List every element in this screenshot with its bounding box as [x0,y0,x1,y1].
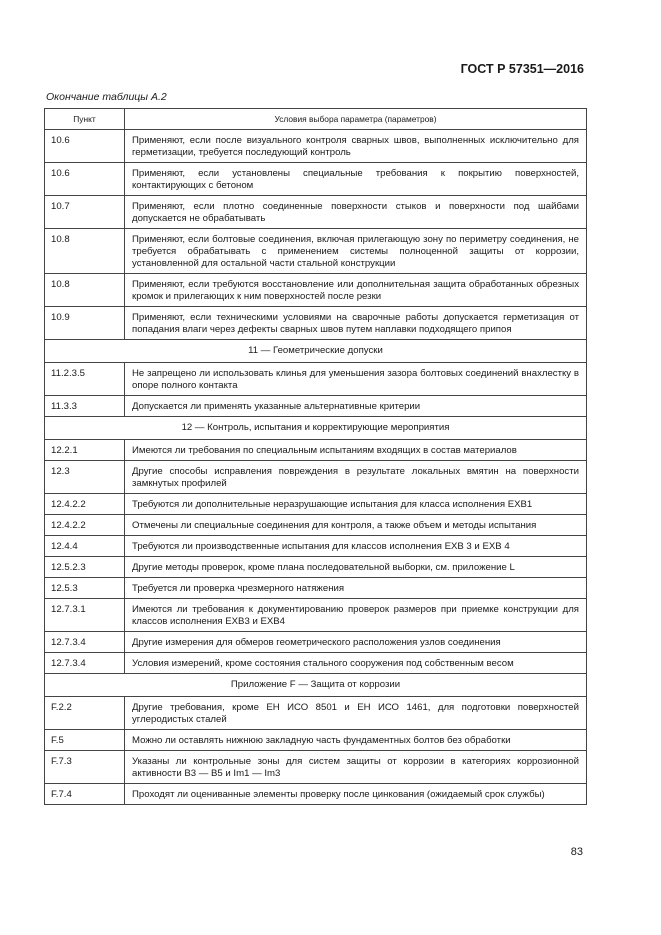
table-row [45,632,587,653]
clause-number: 12.4.2.2 [45,494,125,515]
table-row [45,461,587,494]
condition-text: Применяют, если после визуального контроля сварных швов, выполненных исключительно для герметизации, требуется последующий контроль [125,130,587,163]
clause-number: 10.6 [45,163,125,196]
condition-text: Отмечены ли специальные соединения для контроля, а также объем и методы испытания [125,515,587,536]
condition-text: Другие измерения для обмеров геометрического расположения узлов соединения [125,632,587,653]
clause-number: F.5 [45,730,125,751]
table-row [45,229,587,274]
condition-text: Имеются ли требования по специальным испытаниям входящих в состав материалов [125,440,587,461]
table-row [45,599,587,632]
table-row [45,440,587,461]
clause-number: 12.3 [45,461,125,494]
table-row [45,536,587,557]
condition-text: Применяют, если требуются восстановление или дополнительная защита обработанных обрезных кромок и прилегающих к ним поверхностей после резки [125,274,587,307]
section-row [45,417,587,440]
condition-text: Другие требования, кроме ЕН ИСО 8501 и ЕН ИСО 1461, для подготовки поверхностей углеродистых сталей [125,697,587,730]
clause-number: 12.7.3.4 [45,653,125,674]
column-header-conditions: Условия выбора параметра (параметров) [125,109,587,130]
table-header-row [45,109,587,130]
section-title: 12 — Контроль, испытания и корректирующие мероприятия [45,417,587,440]
table-row [45,730,587,751]
table-row [45,130,587,163]
clause-number: F.7.4 [45,784,125,805]
clause-number: 10.9 [45,307,125,340]
clause-number: 12.4.4 [45,536,125,557]
clause-number: F.7.3 [45,751,125,784]
condition-text: Имеются ли требования к документированию проверок размеров при приемке конструкции для классов исполнения ЕХВ3 и ЕХВ4 [125,599,587,632]
table-row [45,396,587,417]
condition-text: Допускается ли применять указанные альтернативные критерии [125,396,587,417]
clause-number: 10.6 [45,130,125,163]
table-row [45,697,587,730]
condition-text: Не запрещено ли использовать клинья для уменьшения зазора болтовых соединений внахлестку в опоре полного контакта [125,363,587,396]
condition-text: Применяют, если установлены специальные требования к покрытию поверхностей, контактирующих с бетоном [125,163,587,196]
clause-number: 11.3.3 [45,396,125,417]
section-title: 11 — Геометрические допуски [45,340,587,363]
column-header-punkt: Пункт [45,109,125,130]
condition-text: Применяют, если плотно соединенные поверхности стыков и поверхности под шайбами допускается не обрабатывать [125,196,587,229]
table-row [45,784,587,805]
clause-number: 12.2.1 [45,440,125,461]
clause-number: 12.5.2.3 [45,557,125,578]
condition-text: Можно ли оставлять нижнюю закладную часть фундаментных болтов без обработки [125,730,587,751]
clause-number: 10.8 [45,274,125,307]
clause-number: F.2.2 [45,697,125,730]
table-row [45,557,587,578]
table-row [45,578,587,599]
clause-number: 10.8 [45,229,125,274]
clause-number: 12.5.3 [45,578,125,599]
section-row [45,340,587,363]
clause-number: 11.2.3.5 [45,363,125,396]
condition-text: Требуются ли дополнительные неразрушающие испытания для класса исполнения ЕХВ1 [125,494,587,515]
condition-text: Проходят ли оцениванные элементы проверку после цинкования (ожидаемый срок службы) [125,784,587,805]
condition-text: Применяют, если техническими условиями на сварочные работы допускается герметизация от попадания влаги через дефекты сварных швов путем наплавки подходящего припоя [125,307,587,340]
page-number: 83 [570,846,583,858]
table-row [45,751,587,784]
condition-text: Требуется ли проверка чрезмерного натяжения [125,578,587,599]
table-row [45,307,587,340]
table-row [45,494,587,515]
table-caption: Окончание таблицы А.2 [46,91,167,103]
table-row [45,515,587,536]
condition-text: Применяют, если болтовые соединения, включая прилегающую зону по периметру соединения, не требуется обрабатывать с применением системы полноценной защиты от коррозии, установленной для остальной части стальной конструкции [125,229,587,274]
section-title: Приложение F — Защита от коррозии [45,674,587,697]
condition-text: Условия измерений, кроме состояния стального сооружения под собственным весом [125,653,587,674]
table-body [45,130,587,805]
section-row [45,674,587,697]
parameters-table [44,108,587,805]
document-code: ГОСТ Р 57351—2016 [460,62,584,76]
table-row [45,196,587,229]
clause-number: 10.7 [45,196,125,229]
table-row [45,274,587,307]
condition-text: Требуются ли производственные испытания для классов исполнения ЕХВ 3 и ЕХВ 4 [125,536,587,557]
table-row [45,363,587,396]
clause-number: 12.7.3.1 [45,599,125,632]
condition-text: Другие способы исправления повреждения в результате локальных вмятин на поверхности замкнутых профилей [125,461,587,494]
table-row [45,163,587,196]
clause-number: 12.7.3.4 [45,632,125,653]
clause-number: 12.4.2.2 [45,515,125,536]
condition-text: Указаны ли контрольные зоны для систем защиты от коррозии в категориях коррозионной активности В3 — В5 и Im1 — Im3 [125,751,587,784]
table-row [45,653,587,674]
condition-text: Другие методы проверок, кроме плана последовательной выборки, см. приложение L [125,557,587,578]
